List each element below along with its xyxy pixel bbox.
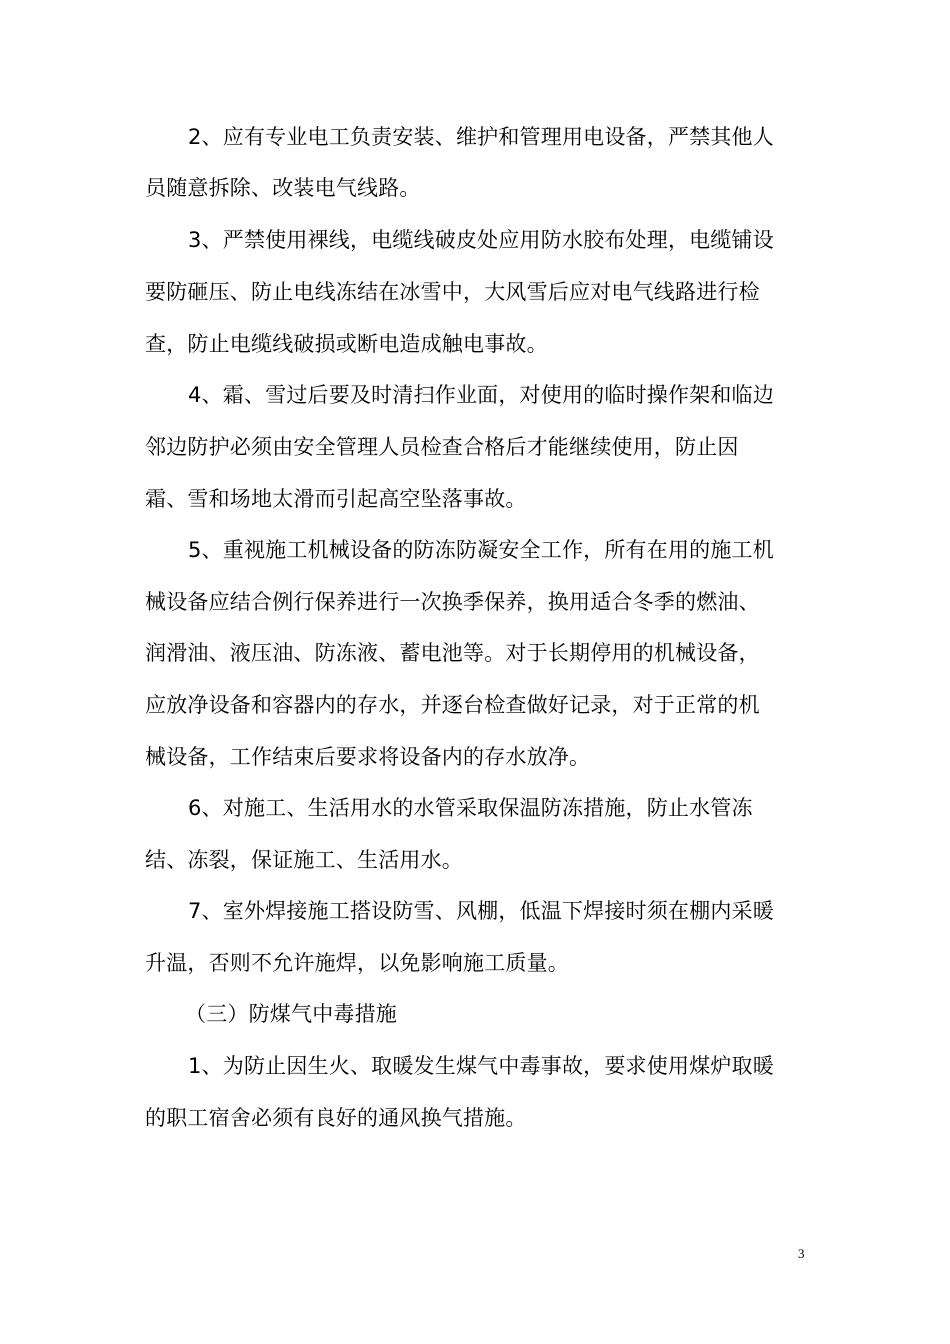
gas-paragraph-1-line-2: 的职工宿舍必须有良好的通风换气措施。 xyxy=(145,1106,527,1130)
paragraph-6-line-2: 结、冻裂，保证施工、生活用水。 xyxy=(145,848,463,872)
section-heading: （三）防煤气中毒措施 xyxy=(185,1002,397,1026)
paragraph-4-line-1: 4、霜、雪过后要及时清扫作业面，对使用的临时操作架和临边 xyxy=(188,383,774,407)
paragraph-3-line-2: 要防砸压、防止电线冻结在冰雪中，大风雪后应对电气线路进行检 xyxy=(145,280,760,304)
paragraph-2-line-2: 员随意拆除、改装电气线路。 xyxy=(145,176,421,200)
paragraph-4-line-2: 邻边防护必须由安全管理人员检查合格后才能继续使用，防止因 xyxy=(145,435,739,459)
paragraph-4-line-3: 霜、雪和场地太滑而引起高空坠落事故。 xyxy=(145,487,527,511)
paragraph-3-line-1: 3、严禁使用裸线，电缆线破皮处应用防水胶布处理，电缆铺设 xyxy=(188,228,774,252)
page-number: 3 xyxy=(798,1246,805,1261)
paragraph-3-line-3: 查，防止电缆线破损或断电造成触电事故。 xyxy=(145,332,548,356)
paragraph-5-line-2: 械设备应结合例行保养进行一次换季保养，换用适合冬季的燃油、 xyxy=(145,590,760,614)
paragraph-6-line-1: 6、对施工、生活用水的水管采取保温防冻措施，防止水管冻 xyxy=(188,796,753,820)
paragraph-5-line-3: 润滑油、液压油、防冻液、蓄电池等。对于长期停用的机械设备， xyxy=(145,641,760,665)
paragraph-5-line-1: 5、重视施工机械设备的防冻防凝安全工作，所有在用的施工机 xyxy=(188,538,774,562)
paragraph-2-line-1: 2、应有专业电工负责安装、维护和管理用电设备，严禁其他人 xyxy=(188,125,774,149)
paragraph-7-line-2: 升温，否则不允许施焊，以免影响施工质量。 xyxy=(145,951,569,975)
paragraph-5-line-4: 应放净设备和容器内的存水，并逐台检查做好记录，对于正常的机 xyxy=(145,693,760,717)
paragraph-7-line-1: 7、室外焊接施工搭设防雪、风棚，低温下焊接时须在棚内采暖 xyxy=(188,899,774,923)
paragraph-5-line-5: 械设备，工作结束后要求将设备内的存水放净。 xyxy=(145,745,591,769)
gas-paragraph-1-line-1: 1、为防止因生火、取暖发生煤气中毒事故，要求使用煤炉取暖 xyxy=(188,1054,774,1078)
